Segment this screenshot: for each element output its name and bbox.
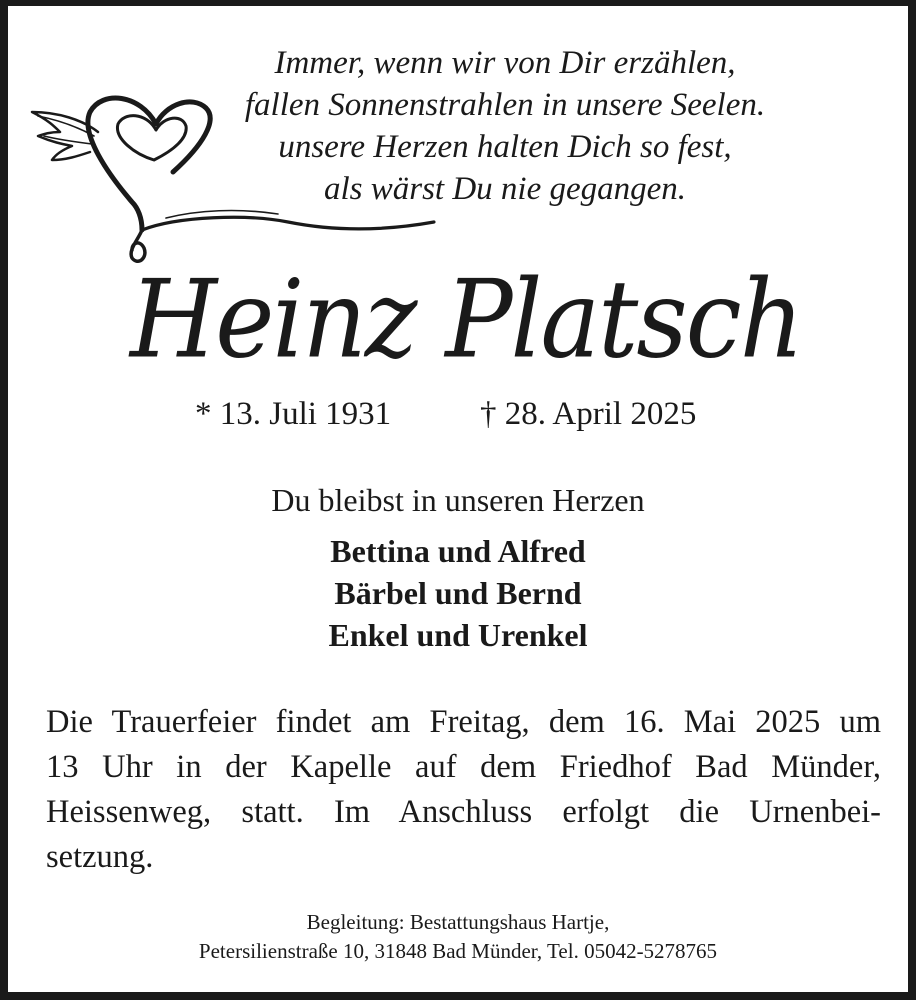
service-info [46, 700, 881, 880]
poem-line: fallen Sonnenstrahlen in unsere Seelen. [244, 87, 766, 123]
service-line: Heissenweg, statt. Im Anschluss erfolgt die Urnenbei- [46, 794, 881, 830]
birth-date: * 13. Juli 1931 [195, 396, 392, 432]
funeral-home-address: Petersilienstraße 10, 31848 Bad Münder, Tel. 05042-5278765 [198, 939, 718, 963]
mourners-list [0, 530, 916, 656]
death-date: † 28. April 2025 [480, 396, 697, 432]
service-line: 13 Uhr in der Kapelle auf dem Friedhof Bad Münder, [46, 749, 881, 785]
funeral-home-name: Begleitung: Bestattungshaus Hartje, [306, 910, 610, 934]
poem-line: als wärst Du nie gegangen. [323, 171, 687, 207]
mourner-entry: Bärbel und Bernd [334, 575, 582, 611]
mourner-entry: Bettina und Alfred [330, 533, 586, 569]
mourner-entry: Enkel und Urenkel [328, 617, 588, 653]
farewell-line: Du bleibst in unseren Herzen [271, 482, 645, 518]
service-line: Die Trauerfeier findet am Freitag, dem 16. Mai 2025 um [46, 704, 881, 740]
memorial-poem [200, 42, 810, 210]
deceased-name: Heinz Platsch [130, 255, 803, 383]
service-line: setzung. [46, 839, 154, 875]
poem-line: unsere Herzen halten Dich so fest, [278, 129, 732, 165]
funeral-home-info [0, 908, 916, 966]
poem-line: Immer, wenn wir von Dir erzählen, [274, 45, 736, 81]
